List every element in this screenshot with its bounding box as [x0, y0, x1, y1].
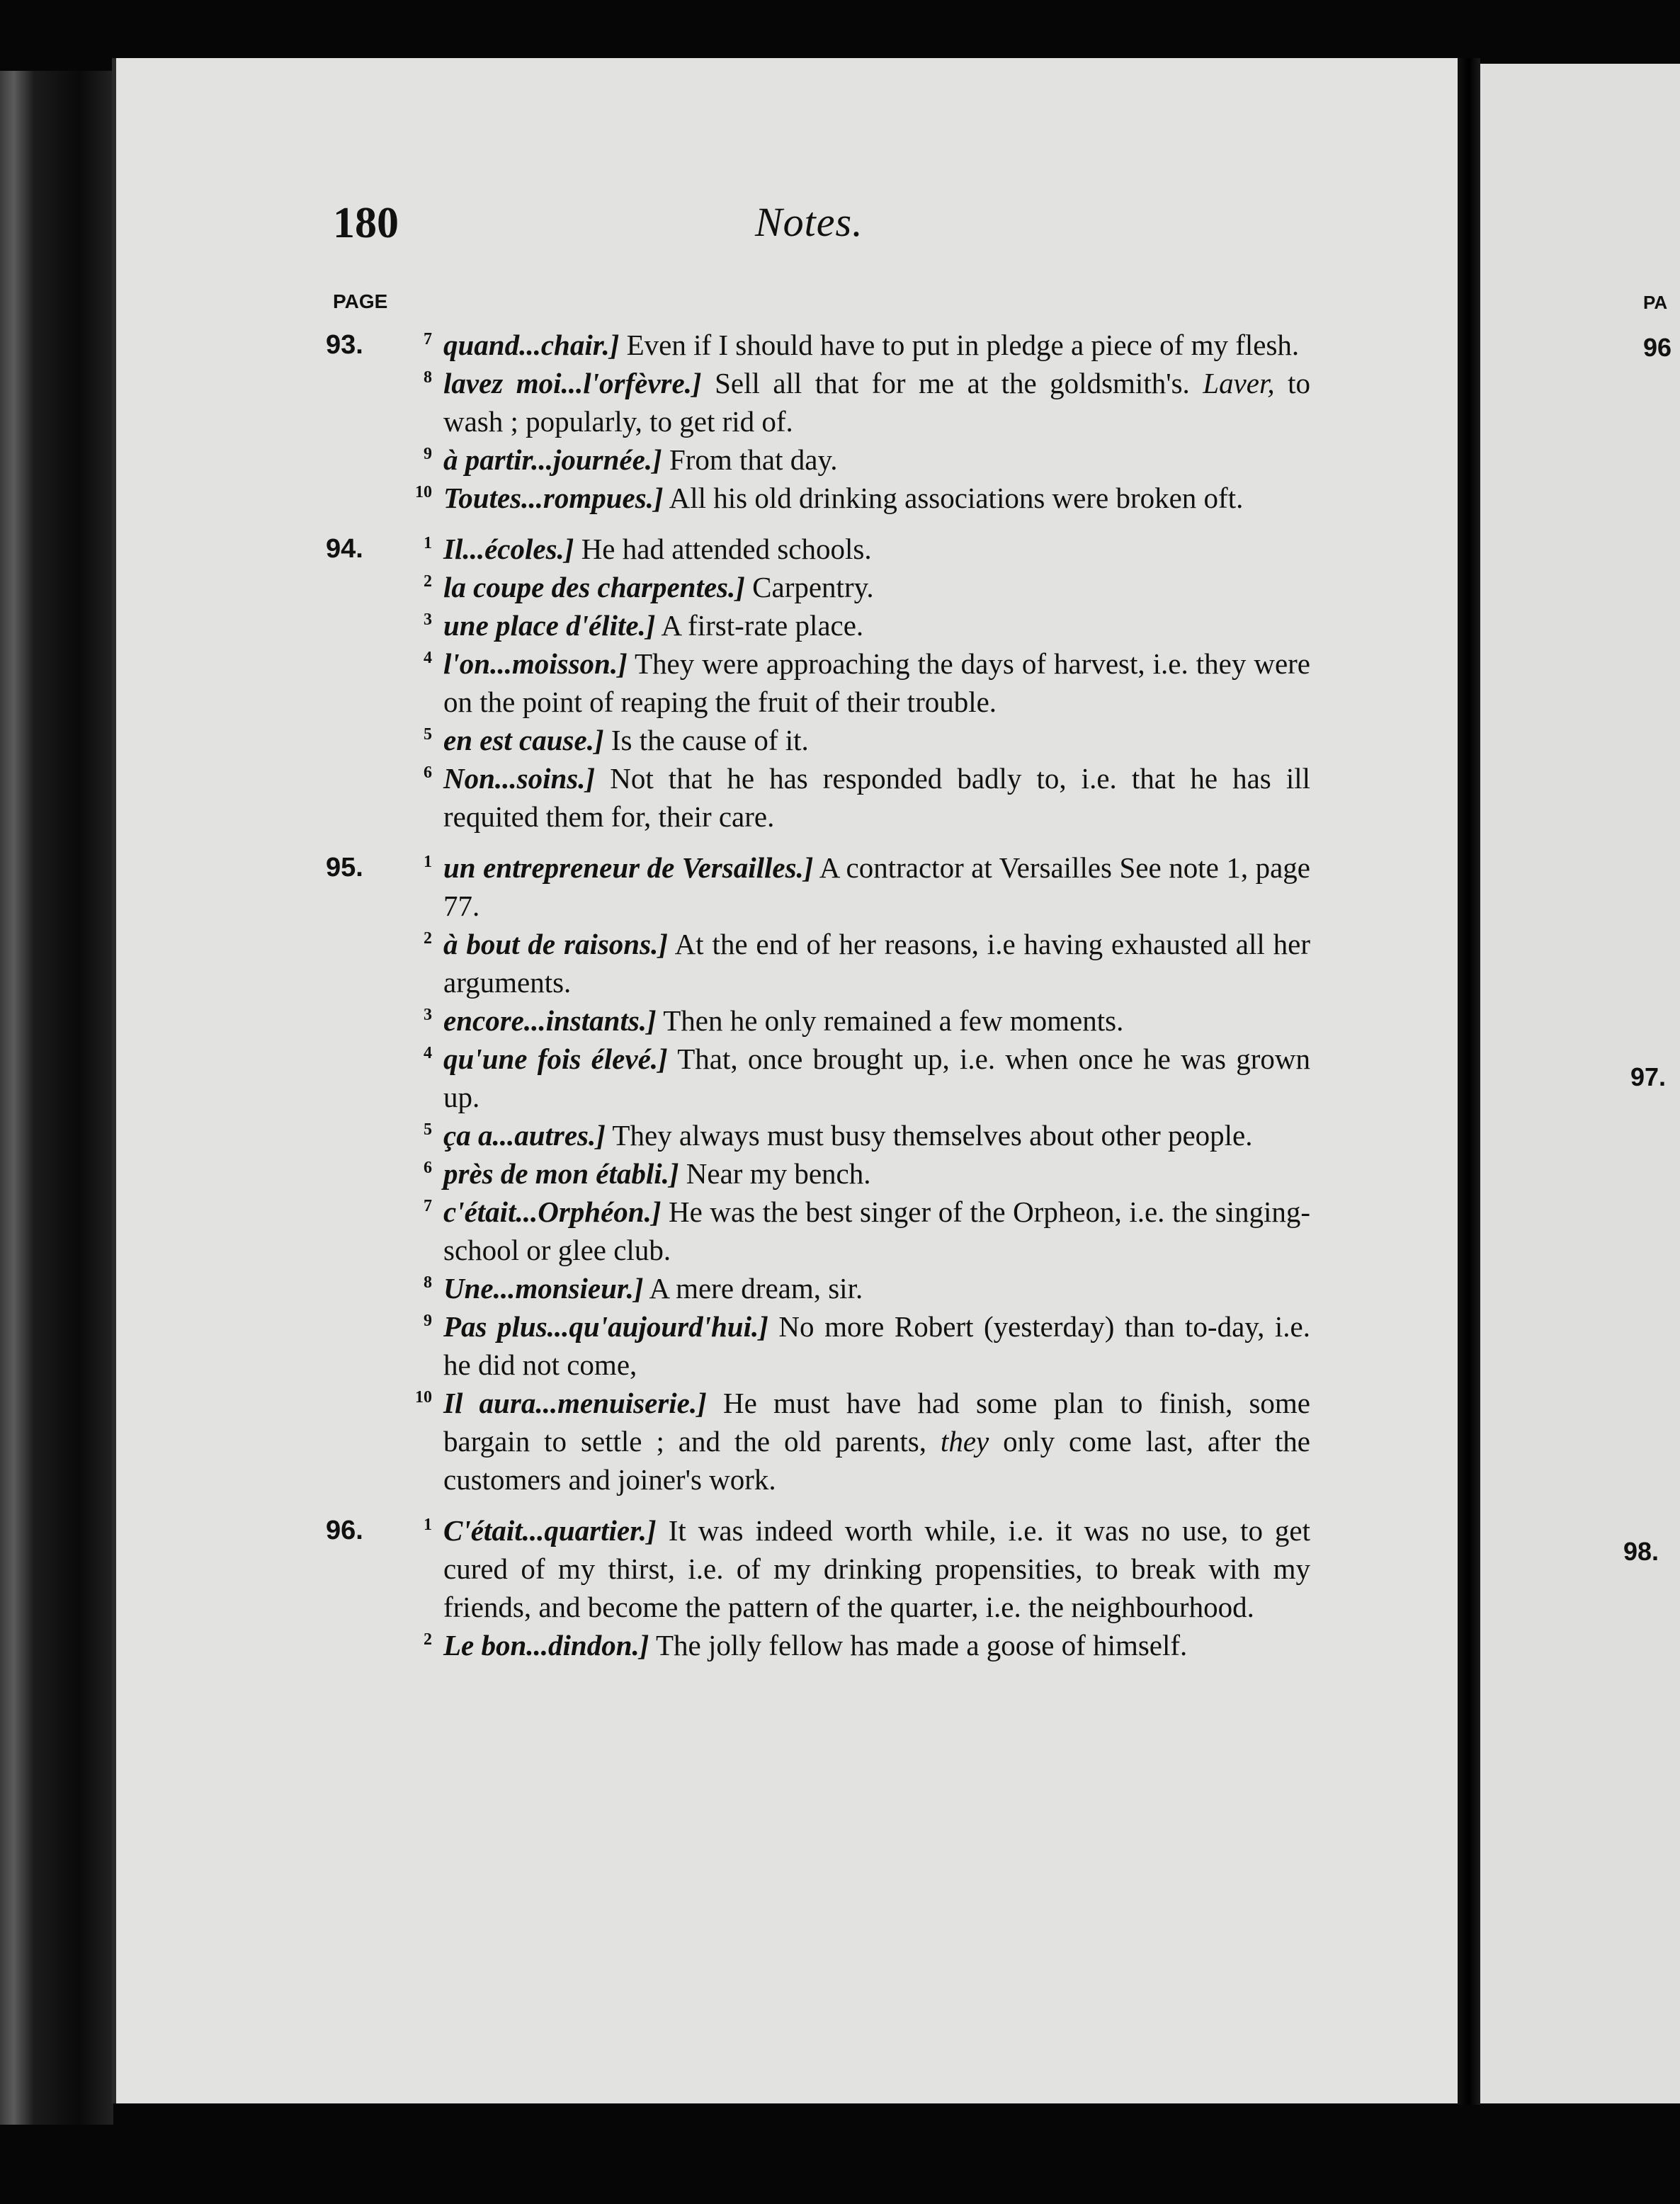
note-number: 3	[424, 610, 432, 629]
note-entry	[326, 568, 1310, 606]
notes-list	[326, 326, 1310, 1677]
note-entry	[326, 441, 1310, 479]
note-number: 5	[424, 1120, 432, 1139]
note-lemma: Une...monsieur.]	[443, 1272, 644, 1305]
note-lemma: la coupe des charpentes.]	[443, 571, 745, 603]
note-page-ref: 95.	[326, 853, 363, 882]
note-entry	[326, 606, 1310, 644]
note-number: 6	[424, 763, 432, 782]
note-translation: Even if I should have to put in pledge a piece of my flesh.	[626, 329, 1300, 361]
note-entry	[326, 1116, 1310, 1154]
note-lemma: une place d'élite.]	[443, 609, 656, 642]
note-translation: That, once brought up, i.e. when once he was grown up.	[443, 1043, 1310, 1113]
page-gutter	[1458, 58, 1480, 2105]
note-translation: They always must busy themselves about other people.	[612, 1119, 1253, 1152]
note-body	[443, 1384, 1310, 1499]
note-number: 10	[415, 1388, 432, 1407]
note-translation: Not that he has responded badly to, i.e. that he has ill requited them for, their care.	[443, 762, 1310, 833]
note-entry	[326, 1511, 1310, 1626]
note-translation: Sell all that for me at the goldsmith's.	[715, 367, 1190, 399]
note-entry	[326, 848, 1310, 925]
note-lemma: un entrepreneur de Versailles.]	[443, 851, 814, 884]
note-entry	[326, 644, 1310, 721]
note-lemma: Pas plus...qu'aujourd'hui.]	[443, 1310, 768, 1343]
note-body	[443, 479, 1310, 517]
note-body	[443, 925, 1310, 1001]
facing-page-ref: 97.	[1630, 1062, 1667, 1091]
page-column-label: PAGE	[333, 290, 388, 312]
note-lemma: c'était...Orphéon.]	[443, 1195, 662, 1228]
note-number: 1	[424, 1516, 432, 1534]
note-body	[443, 1511, 1310, 1626]
note-body	[443, 644, 1310, 721]
note-number: 1	[424, 853, 432, 871]
note-body	[443, 759, 1310, 836]
note-translation: Then he only remained a few moments.	[663, 1004, 1124, 1037]
note-translation: The jolly fellow has made a goose of himself.	[655, 1629, 1188, 1661]
note-extra: only come last, after the customers and joiner's work.	[443, 1425, 1311, 1496]
note-number: 5	[424, 725, 432, 744]
note-lemma: en est cause.]	[443, 724, 604, 756]
note-body	[443, 848, 1310, 925]
note-group	[326, 530, 1310, 836]
note-translation: He must have had some plan to finish, some bargain to settle ; and the old parents,	[443, 1387, 1310, 1458]
note-translation: He was the best singer of the Orpheon, i.e. the singing-school or glee club.	[443, 1195, 1311, 1266]
note-body	[443, 721, 1310, 759]
note-entry	[326, 1626, 1310, 1664]
note-number: 9	[424, 445, 432, 463]
note-body	[443, 441, 1310, 479]
note-entry	[326, 721, 1310, 759]
note-extra: to wash ; popularly, to get rid of.	[443, 367, 1311, 438]
note-translation: At the end of her reasons, i.e having exhausted all her arguments.	[443, 928, 1310, 999]
note-translation: A mere dream, sir.	[649, 1272, 863, 1305]
note-number: 6	[424, 1159, 432, 1177]
note-entry	[326, 1384, 1310, 1499]
facing-page-ref: 98.	[1623, 1537, 1659, 1566]
facing-page-ref: 96	[1643, 333, 1672, 362]
note-entry	[326, 326, 1310, 364]
note-group	[326, 326, 1310, 517]
note-lemma: près de mon établi.]	[443, 1157, 679, 1190]
note-lemma: lavez moi...l'orfèvre.]	[443, 367, 702, 399]
note-translation: A first-rate place.	[661, 609, 864, 642]
page-number: 180	[333, 199, 399, 247]
note-body	[443, 606, 1310, 644]
note-number: 4	[424, 649, 432, 667]
note-translation: From that day.	[669, 443, 838, 476]
note-body	[443, 1040, 1310, 1116]
book-spine-shadow	[0, 71, 113, 2125]
note-entry	[326, 925, 1310, 1001]
note-lemma: Il aura...menuiserie.]	[443, 1387, 707, 1419]
note-number: 2	[424, 929, 432, 948]
note-translation: Carpentry.	[752, 571, 874, 603]
note-translation: A contractor at Versailles See note 1, page 77.	[443, 851, 1310, 922]
note-body	[443, 1307, 1310, 1384]
note-entry	[326, 1193, 1310, 1269]
note-translation: Is the cause of it.	[611, 724, 809, 756]
note-lemma: C'était...quartier.]	[443, 1514, 657, 1547]
note-body	[443, 326, 1310, 364]
running-title: Notes.	[755, 199, 863, 245]
note-page-ref: 94.	[326, 534, 363, 564]
note-body	[443, 568, 1310, 606]
note-lemma: encore...instants.]	[443, 1004, 657, 1037]
note-translation: He had attended schools.	[581, 533, 872, 565]
facing-page-label: PA	[1643, 292, 1668, 313]
note-translation: No more Robert (yesterday) than to-day, i.e. he did not come,	[443, 1310, 1310, 1381]
note-number: 7	[424, 330, 432, 348]
note-group	[326, 1511, 1310, 1664]
note-body	[443, 1154, 1310, 1193]
note-page-ref: 96.	[326, 1516, 363, 1545]
note-lemma: l'on...moisson.]	[443, 647, 628, 680]
note-lemma: ça a...autres.]	[443, 1119, 606, 1152]
note-translation: Near my bench.	[686, 1157, 871, 1190]
note-lemma: quand...chair.]	[443, 329, 620, 361]
note-entry	[326, 1269, 1310, 1307]
note-entry	[326, 759, 1310, 836]
note-translation: All his old drinking associations were broken oft.	[669, 482, 1244, 514]
note-entry	[326, 479, 1310, 517]
note-number: 8	[424, 1273, 432, 1292]
note-group	[326, 848, 1310, 1499]
note-translation: It was indeed worth while, i.e. it was no use, to get cured of my thirst, i.e. of my drinking propensities, to break with my friends, and become the pattern of the quarter, i.e. the neighbourhood.	[443, 1514, 1311, 1623]
note-entry	[326, 1154, 1310, 1193]
note-number: 7	[424, 1197, 432, 1215]
note-lemma: Toutes...rompues.]	[443, 482, 664, 514]
note-body	[443, 1116, 1310, 1154]
note-entry	[326, 1307, 1310, 1384]
note-translation: They were approaching the days of harvest, i.e. they were on the point of reaping the fruit of their trouble.	[443, 647, 1310, 718]
note-number: 2	[424, 572, 432, 591]
note-emphasis: they	[940, 1425, 989, 1458]
note-lemma: Le bon...dindon.]	[443, 1629, 649, 1661]
note-number: 9	[424, 1312, 432, 1330]
note-entry	[326, 530, 1310, 568]
note-lemma: qu'une fois élevé.]	[443, 1043, 668, 1075]
note-number: 4	[424, 1044, 432, 1062]
note-entry	[326, 1040, 1310, 1116]
note-body	[443, 1001, 1310, 1040]
note-page-ref: 93.	[326, 330, 363, 360]
note-number: 10	[415, 483, 432, 501]
note-body	[443, 1269, 1310, 1307]
note-entry	[326, 364, 1310, 441]
note-emphasis: Laver,	[1203, 367, 1275, 399]
note-body	[443, 1626, 1310, 1664]
note-entry	[326, 1001, 1310, 1040]
note-number: 1	[424, 534, 432, 552]
note-lemma: Non...soins.]	[443, 762, 596, 795]
note-lemma: Il...écoles.]	[443, 533, 574, 565]
note-number: 8	[424, 368, 432, 387]
note-lemma: à partir...journée.]	[443, 443, 662, 476]
note-number: 2	[424, 1630, 432, 1649]
note-body	[443, 364, 1310, 441]
note-body	[443, 1193, 1310, 1269]
note-number: 3	[424, 1006, 432, 1024]
note-body	[443, 530, 1310, 568]
note-lemma: à bout de raisons.]	[443, 928, 668, 960]
